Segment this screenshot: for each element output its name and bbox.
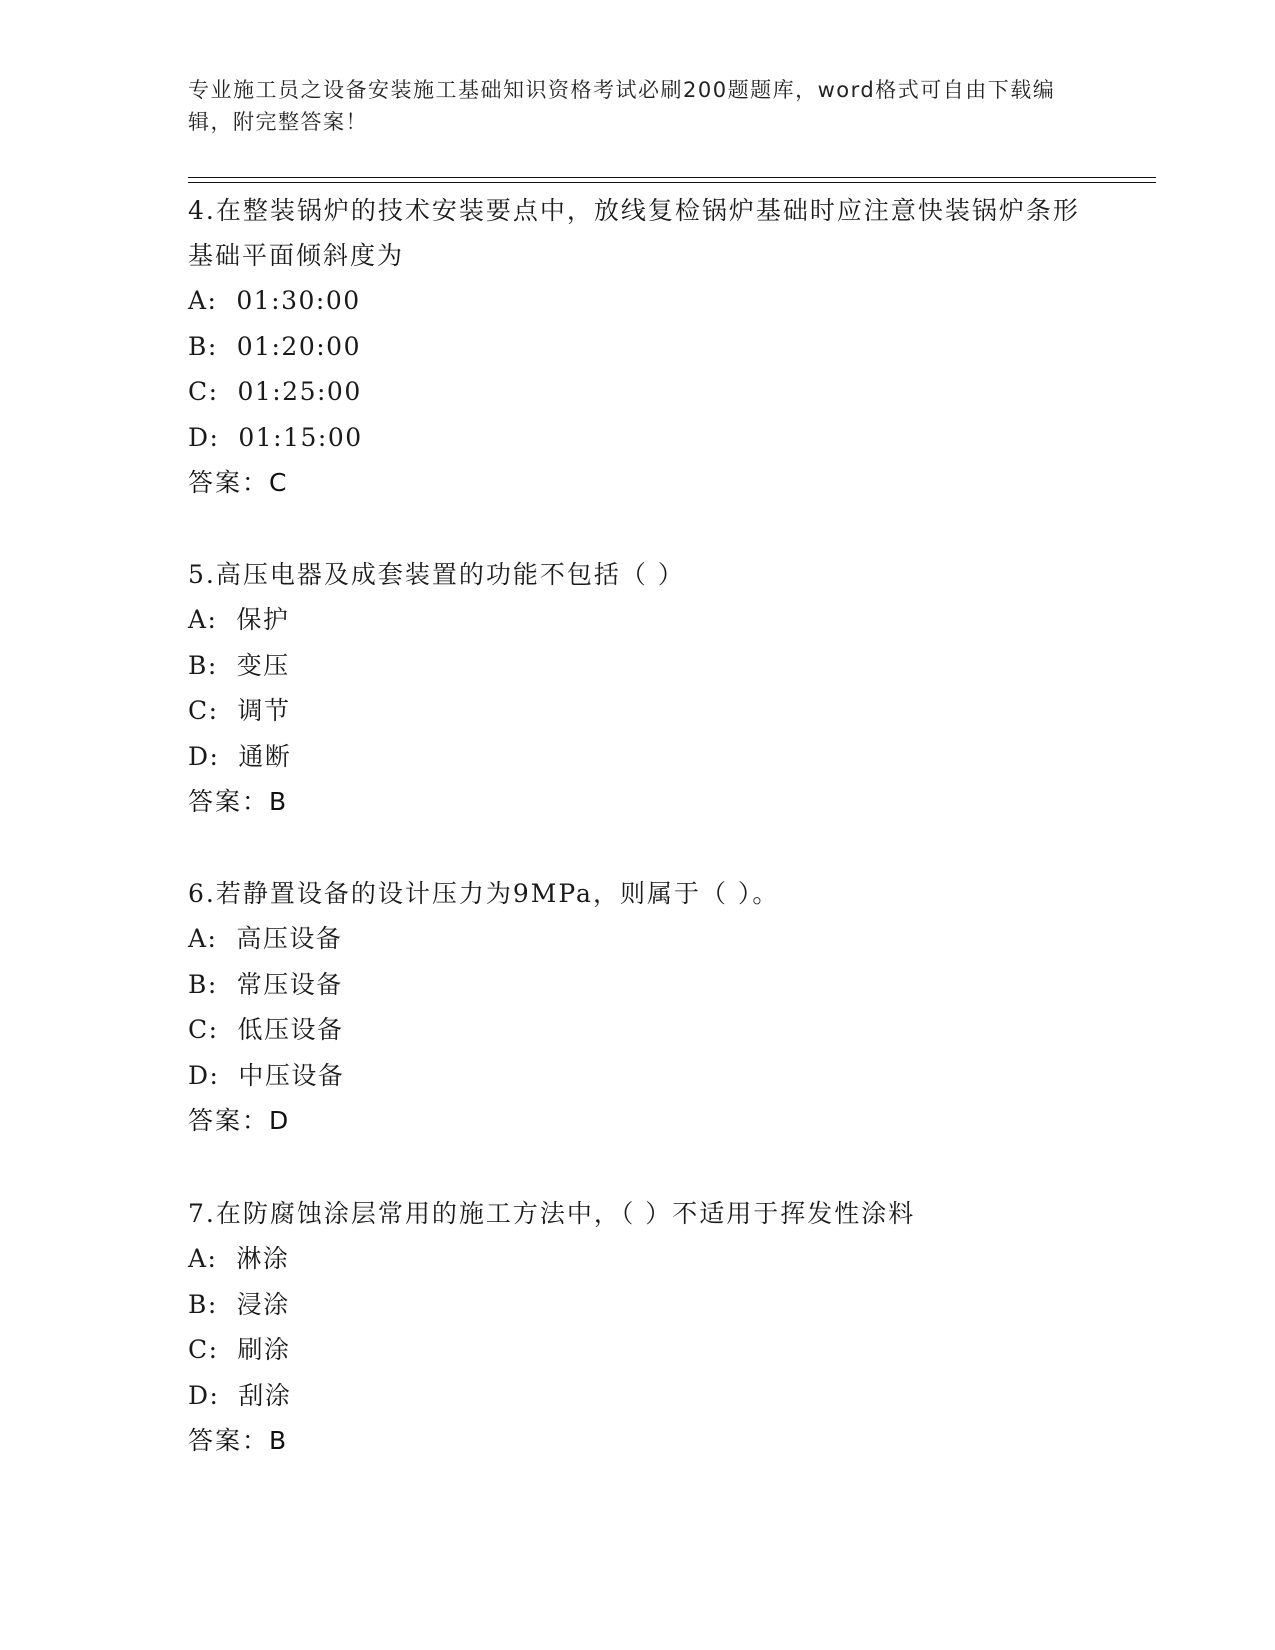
option-a: A: 高压设备 — [188, 924, 343, 953]
answer-line: 答案：B — [188, 1426, 289, 1455]
answer-line: 答案：C — [188, 468, 289, 497]
option-b: B: 01:20:00 — [188, 331, 361, 361]
question-6 — [188, 871, 1088, 1144]
option-a: A: 保护 — [188, 605, 290, 634]
option-b: B: 浸涂 — [188, 1289, 290, 1319]
option-d: D: 刮涂 — [188, 1380, 292, 1410]
option-a: A: 01:30:00 — [188, 286, 361, 315]
answer-line: 答案：B — [188, 787, 289, 816]
option-c: C: 01:25:00 — [188, 377, 362, 406]
option-b: B: 变压 — [188, 650, 290, 680]
option-d: D: 通断 — [188, 741, 292, 771]
question-stem: 5.高压电器及成套装置的功能不包括（ ） — [188, 560, 685, 589]
option-b: B: 常压设备 — [188, 969, 343, 999]
question-4 — [188, 188, 1088, 506]
question-5 — [188, 552, 1088, 825]
header-divider-bottom — [188, 182, 1156, 183]
option-a: A: 淋涂 — [188, 1244, 290, 1273]
question-stem: 7.在防腐蚀涂层常用的施工方法中，（ ）不适用于挥发性涂料 — [188, 1199, 916, 1228]
document-header: 专业施工员之设备安装施工基础知识资格考试必刷200题题库，word格式可自由下载编辑，附完整答案！ — [188, 78, 1056, 134]
option-d: D: 中压设备 — [188, 1060, 345, 1090]
header-divider-top — [188, 177, 1156, 178]
question-stem: 4.在整装锅炉的技术安装要点中，放线复检锅炉基础时应注意快装锅炉条形基础平面倾斜度为 — [188, 196, 1080, 270]
option-c: C: 调节 — [188, 696, 291, 725]
option-c: C: 刷涂 — [188, 1335, 291, 1364]
question-7 — [188, 1191, 1088, 1464]
question-stem: 6.若静置设备的设计压力为9MPa，则属于（ ）。 — [188, 879, 780, 908]
answer-line: 答案：D — [188, 1106, 291, 1135]
option-d: D: 01:15:00 — [188, 422, 363, 452]
option-c: C: 低压设备 — [188, 1015, 344, 1044]
